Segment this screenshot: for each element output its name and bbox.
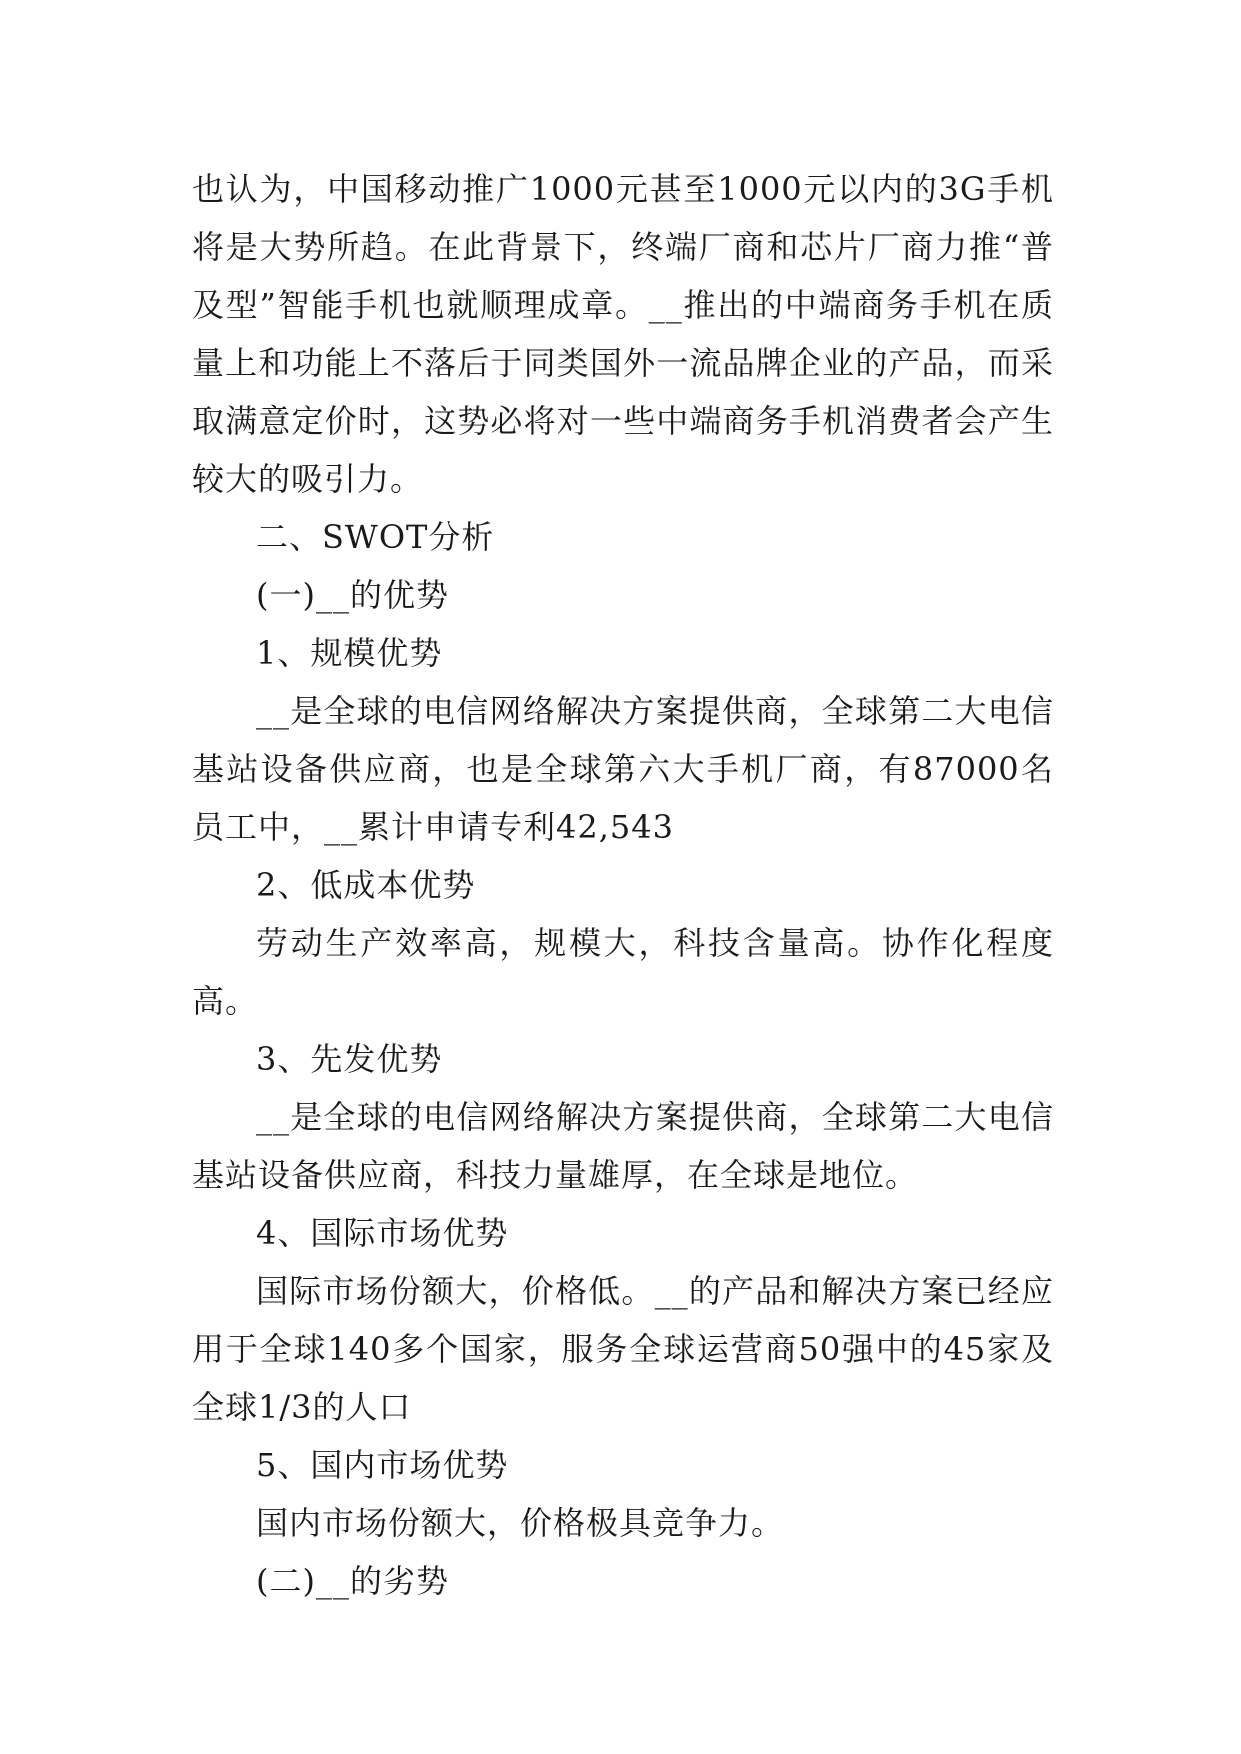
paragraph-low-cost: 劳动生产效率高，规模大，科技含量高。协作化程度高。 xyxy=(192,924,1054,1020)
item-heading-first-mover: 3、先发优势 xyxy=(256,1040,443,1078)
subsection-heading-weaknesses: (二)__的劣势 xyxy=(256,1562,449,1600)
document-body xyxy=(192,160,1054,1610)
paragraph-domestic: 国内市场份额大，价格极具竞争力。 xyxy=(256,1504,785,1542)
subsection-heading-strengths: (一)__的优势 xyxy=(256,576,449,614)
paragraph-first-mover: __是全球的电信网络解决方案提供商，全球第二大电信基站设备供应商，科技力量雄厚，在全球是地位。 xyxy=(192,1098,1054,1194)
section-heading-swot: 二、SWOT分析 xyxy=(256,518,495,556)
item-heading-scale: 1、规模优势 xyxy=(256,634,443,672)
paragraph-international: 国际市场份额大，价格低。__的产品和解决方案已经应用于全球140多个国家，服务全球运营商50强中的45家及全球1/3的人口 xyxy=(192,1272,1054,1426)
paragraph-scale: __是全球的电信网络解决方案提供商，全球第二大电信基站设备供应商，也是全球第六大手机厂商，有87000名员工中，__累计申请专利42,543 xyxy=(192,692,1054,846)
item-heading-low-cost: 2、低成本优势 xyxy=(256,866,476,904)
item-heading-international: 4、国际市场优势 xyxy=(256,1214,509,1252)
intro-paragraph: 也认为，中国移动推广1000元甚至1000元以内的3G手机将是大势所趋。在此背景下，终端厂商和芯片厂商力推“普及型”智能手机也就顺理成章。__推出的中端商务手机在质量上和功能上不落后于同类国外一流品牌企业的产品，而采取满意定价时，这势必将对一些中端商务手机消费者会产生较大的吸引力。 xyxy=(192,170,1054,498)
item-heading-domestic: 5、国内市场优势 xyxy=(256,1446,509,1484)
